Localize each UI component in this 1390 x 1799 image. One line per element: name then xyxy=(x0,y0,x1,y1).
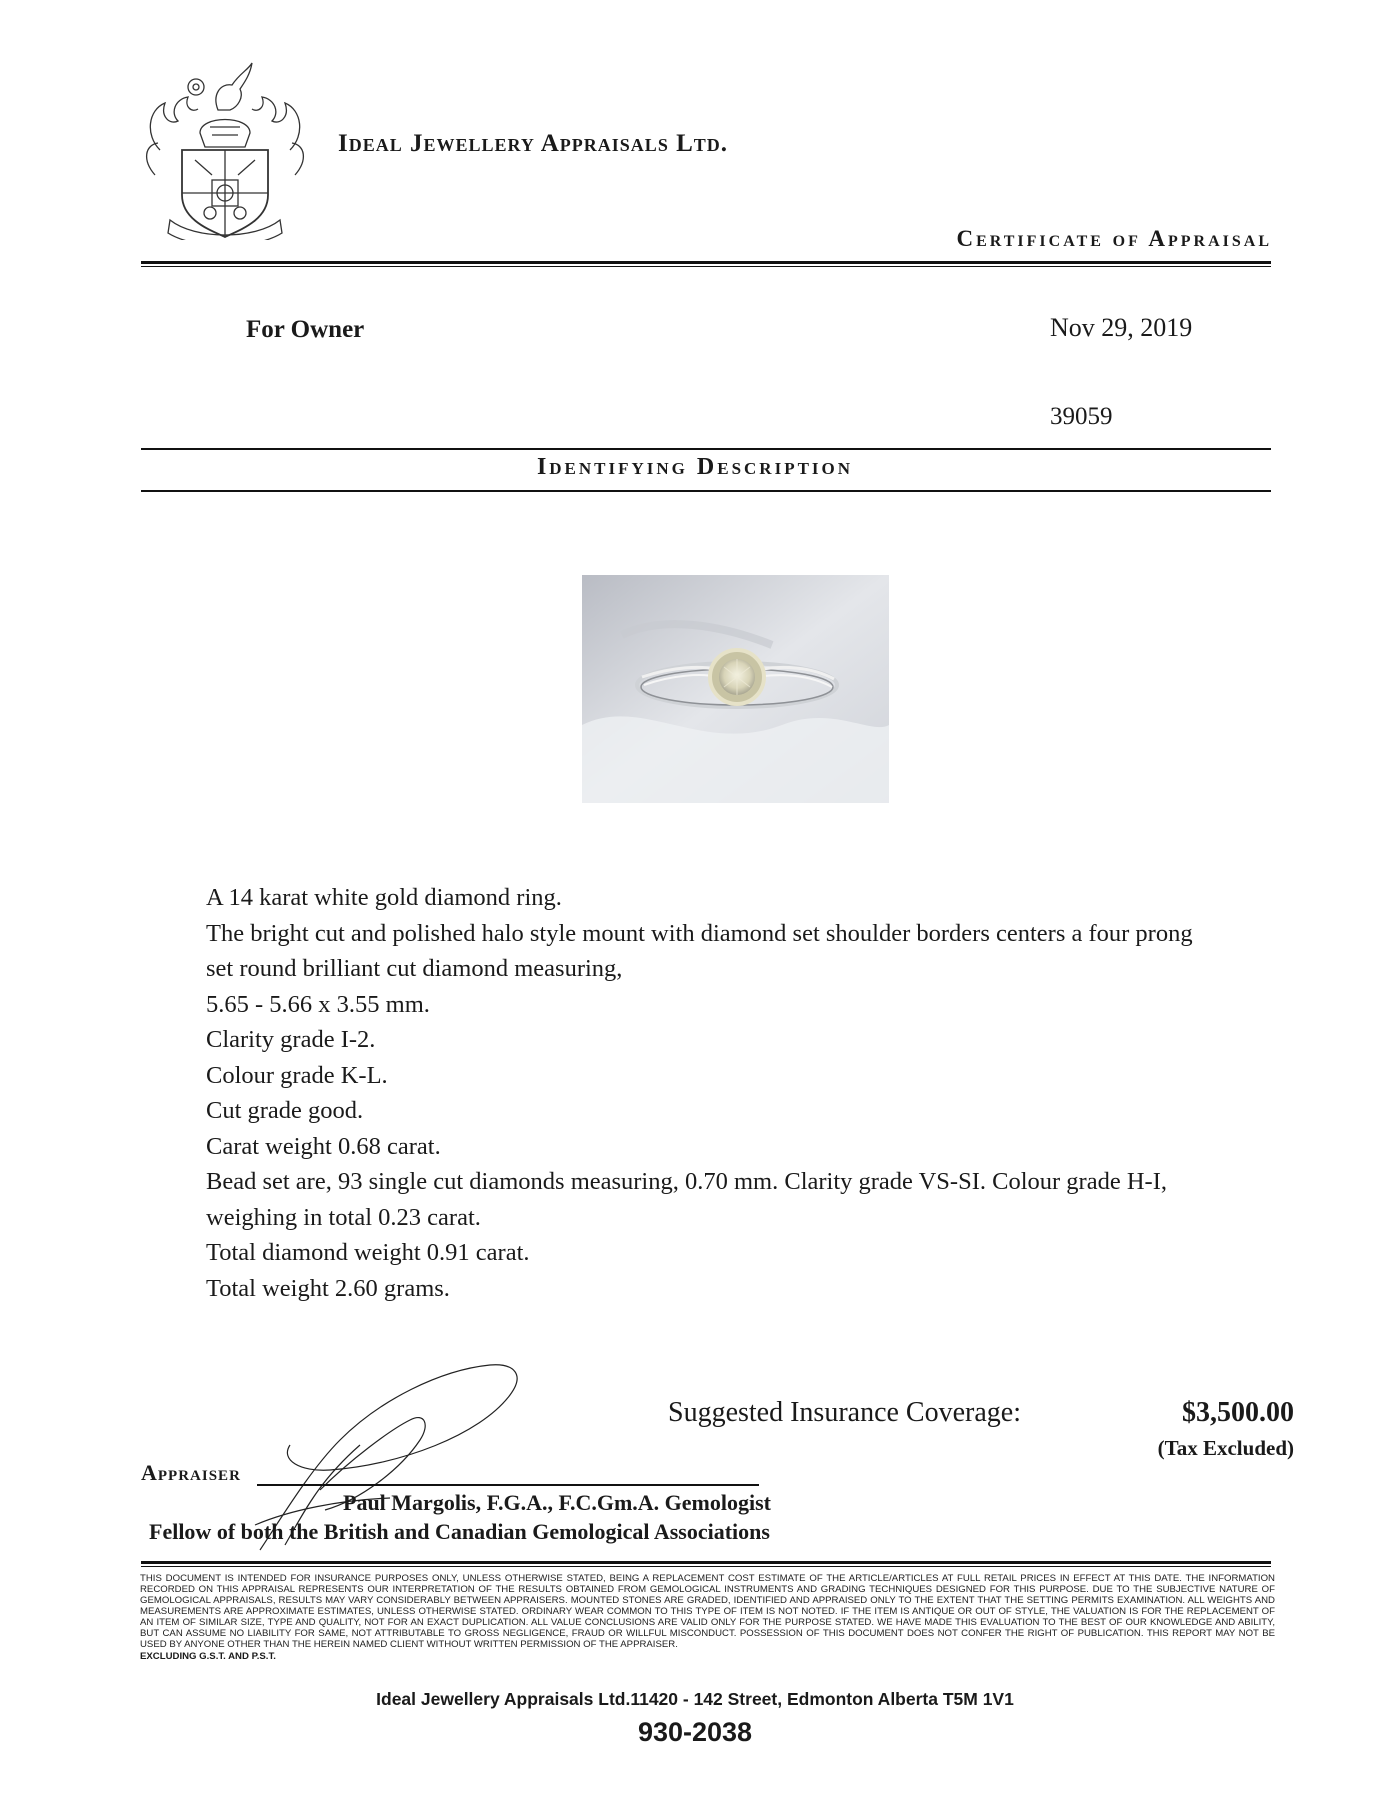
footer-rule-thick xyxy=(141,1561,1271,1564)
description-line: Cut grade good. xyxy=(206,1097,364,1124)
legal-disclaimer: THIS DOCUMENT IS INTENDED FOR INSURANCE PURPOSES ONLY, UNLESS OTHERWISE STATED, BEING A REPLACEMENT COST ESTIMATE OF THE ARTICLE/ARTICLES AT FULL RETAIL PRICES IN EFFECT AT THIS DATE. THE INFORMATION RECORDED ON THIS APPRAISAL REPRESENTS OUR INTERPRETATION OF THE RESULTS OBTAINED FROM GEMOLOGICAL INSTRUMENTS AND GRADING TECHNIQUES DESIGNED FOR THIS PURPOSE. DUE TO THE SUBJECTIVE NATURE OF GEMOLOGICAL APPRAISALS, RESULTS MAY VARY CONSIDERABLY BETWEEN APPRAISERS. MOUNTED STONES ARE GRADED, IDENTIFIED AND APPRAISED ONLY TO THE EXTENT THAT THE SETTING PERMITS EXAMINATION. ALL WEIGHTS AND MEASUREMENTS ARE APPROXIMATE ESTIMATES, UNLESS OTHERWISE STATED. ORDINARY WEAR COMMON TO THIS TYPE OF ITEM IS NOT NOTED. IF THE ITEM IS ANTIQUE OR OUT OF STYLE, THE VALUATION IS FOR THE REPLACEMENT OF AN ITEM OF SIMILAR SIZE, TYPE AND QUALITY, NOT FOR AN EXACT DUPLICATION. ALL VALUE CONCLUSIONS ARE VALID ONLY FOR THE PURPOSE STATED. WE HAVE MADE THIS EVALUATION TO THE BEST OF OUR KNOWLEDGE AND ABILITY, BUT CAN ASSUME NO LIABILITY FOR SAME, NOT ATTRIBUTABLE TO GROSS NEGLIGENCE, FRAUD OR WILLFUL MISCONDUCT. POSSESSION OF THIS DOCUMENT DOES NOT CONFER THE RIGHT OF PUBLICATION. THIS REPORT MAY NOT BE USED BY ANYONE OTHER THAN THE HEREIN NAMED CLIENT WITHOUT WRITTEN PERMISSION OF THE APPRAISER. xyxy=(140,1573,1275,1650)
company-phone: 930-2038 xyxy=(637,1717,753,1747)
description-line: Total weight 2.60 grams. xyxy=(206,1274,450,1302)
description-line: Clarity grade I-2. xyxy=(206,1026,376,1053)
tax-note: (Tax Excluded) xyxy=(1157,1436,1294,1460)
certificate-title: Certificate of Appraisal xyxy=(956,226,1272,251)
description-line: Total diamond weight 0.91 carat. xyxy=(206,1239,530,1266)
section-rule-bottom xyxy=(141,490,1271,492)
description-line: Bead set are, 93 single cut diamonds measuring, 0.70 mm. Clarity grade VS-SI. Colour grade H-I, xyxy=(206,1168,1167,1195)
insurance-value: $3,500.00 xyxy=(1182,1397,1294,1428)
reference-number: 39059 xyxy=(1050,403,1113,430)
footer-rule-thin xyxy=(141,1566,1271,1567)
description-line: weighing in total 0.23 carat. xyxy=(206,1203,481,1231)
appraisal-date: Nov 29, 2019 xyxy=(1050,313,1193,342)
description-line: 5.65 - 5.66 x 3.55 mm. xyxy=(206,990,430,1018)
tax-exclusion-note: EXCLUDING G.S.T. AND P.S.T. xyxy=(140,1651,276,1662)
section-title: Identifying Description xyxy=(536,454,854,480)
appraiser-label: Appraiser xyxy=(141,1460,241,1485)
description-line: The bright cut and polished halo style mount with diamond set shoulder borders centers a four prong xyxy=(206,919,1193,947)
description-line: Colour grade K-L. xyxy=(206,1061,388,1089)
appraiser-fellowship: Fellow of both the British and Canadian Gemological Associations xyxy=(149,1519,770,1544)
company-address: Ideal Jewellery Appraisals Ltd.11420 - 142 Street, Edmonton Alberta T5M 1V1 xyxy=(376,1689,1014,1709)
ring-photo xyxy=(582,575,889,803)
insurance-label: Suggested Insurance Coverage: xyxy=(668,1397,1021,1428)
company-name: Ideal Jewellery Appraisals Ltd. xyxy=(338,130,729,157)
header-rule-thin xyxy=(141,266,1271,267)
client-label: For Owner xyxy=(246,316,365,343)
description-line: A 14 karat white gold diamond ring. xyxy=(206,884,562,911)
coat-of-arms-logo xyxy=(140,55,310,240)
description-line: set round brilliant cut diamond measuring, xyxy=(206,955,623,982)
appraiser-name: Paul Margolis, F.G.A., F.C.Gm.A. Gemologist xyxy=(343,1490,771,1515)
identifying-description xyxy=(206,880,1306,1306)
signature-line xyxy=(257,1484,759,1486)
header-rule-thick xyxy=(141,261,1271,264)
section-rule-top xyxy=(141,448,1271,450)
description-line: Carat weight 0.68 carat. xyxy=(206,1132,441,1160)
